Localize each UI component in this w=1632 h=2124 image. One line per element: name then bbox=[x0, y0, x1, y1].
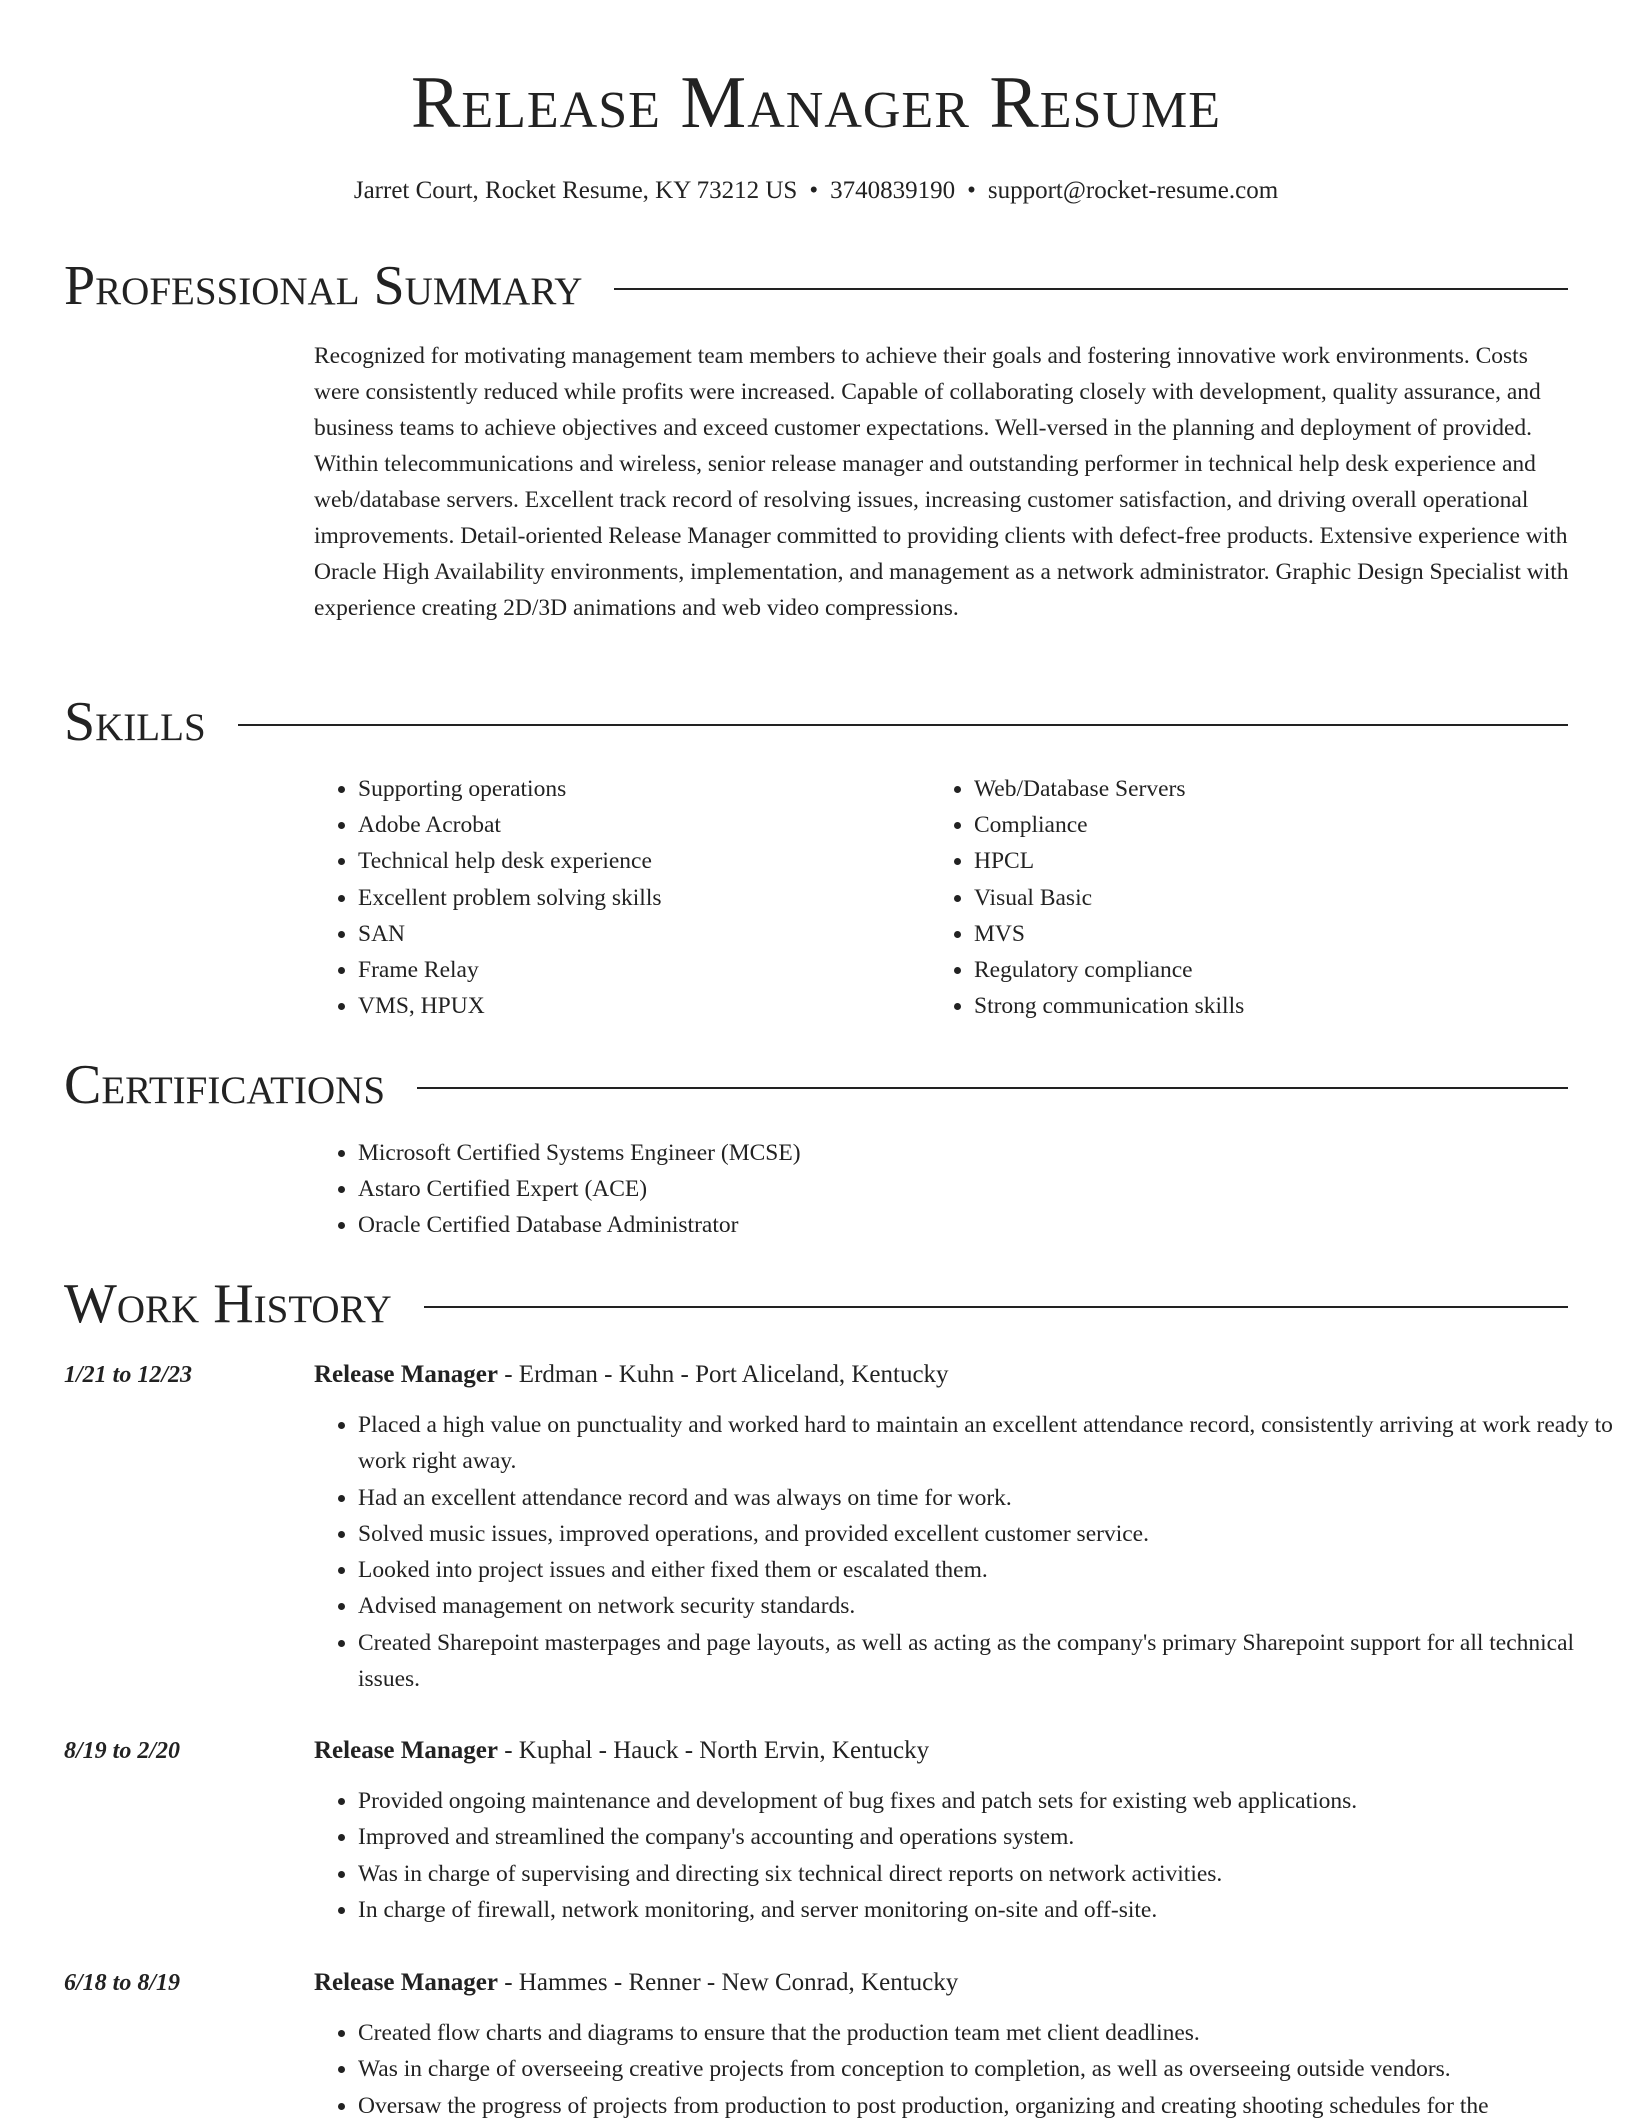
contact-separator: • bbox=[809, 177, 819, 204]
summary-heading: Professional Summary bbox=[64, 255, 583, 317]
skill-item: • MVS bbox=[974, 916, 1244, 952]
job-title: Release Manager bbox=[314, 1361, 498, 1388]
section-divider bbox=[614, 288, 1568, 290]
skill-item: • Strong communication skills bbox=[974, 988, 1244, 1024]
certifications-section-header bbox=[64, 1053, 1568, 1117]
job-bullet: • Solved music issues, improved operations, and provided excellent customer service. bbox=[358, 1516, 1614, 1552]
job-dates: 6/18 to 8/19 bbox=[64, 1970, 181, 1996]
skill-item: • VMS, HPUX bbox=[358, 988, 662, 1024]
skill-item: • Technical help desk experience bbox=[358, 843, 662, 879]
section-divider bbox=[238, 724, 1568, 726]
summary-text: Recognized for motivating management team members to achieve their goals and fostering innovative work environments. Costs were consistently reduced while profits were increased. Capable of collaborating closely with development, quality assurance, and business teams to achieve objectives and exceed customer expectations. Well-versed in the planning and deployment of provided. Within telecommunications and wireless, senior release manager and outstanding performer in technical help desk experience and web/database servers. Excellent track record of resolving issues, increasing customer satisfaction, and driving overall operational improvements. Detail-oriented Release Manager committed to providing clients with defect-free products. Extensive experience with Oracle High Availability environments, implementation, and management as a network administrator. Graphic Design Specialist with experience creating 2D/3D animations and web video compressions. bbox=[314, 343, 1569, 621]
job-title: Release Manager bbox=[314, 1969, 498, 1996]
skill-item: • Adobe Acrobat bbox=[358, 807, 662, 843]
contact-email: support@rocket-resume.com bbox=[987, 177, 1279, 204]
job-company: - Hammes - Renner - New Conrad, Kentucky bbox=[497, 1969, 959, 1996]
skills-column-left bbox=[314, 771, 662, 1024]
job-bullets bbox=[314, 2015, 1614, 2124]
job-dates: 1/21 to 12/23 bbox=[64, 1362, 193, 1388]
skills-heading: Skills bbox=[64, 691, 206, 753]
job-bullets bbox=[314, 1783, 1614, 1928]
job-header bbox=[314, 1733, 929, 1769]
skill-item: • Web/Database Servers bbox=[974, 771, 1244, 807]
certifications-heading: Certifications bbox=[64, 1054, 386, 1116]
skill-item: • Frame Relay bbox=[358, 952, 662, 988]
skill-item: • Regulatory compliance bbox=[974, 952, 1244, 988]
section-divider bbox=[424, 1306, 1568, 1308]
skill-item: • HPCL bbox=[974, 843, 1244, 879]
work-history-heading: Work History bbox=[64, 1273, 392, 1335]
job-company: - Erdman - Kuhn - Port Aliceland, Kentucky bbox=[497, 1361, 949, 1388]
skill-item: • Visual Basic bbox=[974, 880, 1244, 916]
job-header bbox=[314, 1965, 958, 2001]
job-bullet: • In charge of firewall, network monitoring, and server monitoring on-site and off-site. bbox=[358, 1892, 1614, 1928]
job-title: Release Manager bbox=[314, 1737, 498, 1764]
contact-line bbox=[0, 174, 1632, 208]
skill-item: • Excellent problem solving skills bbox=[358, 880, 662, 916]
job-bullet: • Looked into project issues and either fixed them or escalated them. bbox=[358, 1552, 1614, 1588]
certifications-list bbox=[314, 1135, 801, 1243]
job-bullet: • Was in charge of supervising and directing six technical direct reports on network activities. bbox=[358, 1856, 1614, 1892]
contact-separator: • bbox=[967, 177, 976, 204]
skills-section-header bbox=[64, 690, 1568, 754]
job-company: - Kuphal - Hauck - North Ervin, Kentucky bbox=[497, 1737, 930, 1764]
skill-item: • Supporting operations bbox=[358, 771, 662, 807]
contact-phone: 3740839190 bbox=[830, 177, 956, 204]
job-bullet: • Created flow charts and diagrams to ensure that the production team met client deadlines. bbox=[358, 2015, 1614, 2051]
job-bullet: • Improved and streamlined the company's accounting and operations system. bbox=[358, 1819, 1614, 1855]
certification-item: • Astaro Certified Expert (ACE) bbox=[358, 1171, 801, 1207]
certification-item: • Microsoft Certified Systems Engineer (MCSE) bbox=[358, 1135, 801, 1171]
certification-item: • Oracle Certified Database Administrator bbox=[358, 1207, 801, 1243]
job-bullets bbox=[314, 1407, 1614, 1697]
job-bullet: • Advised management on network security standards. bbox=[358, 1588, 1614, 1624]
skill-item: • Compliance bbox=[974, 807, 1244, 843]
job-header bbox=[314, 1357, 949, 1393]
job-bullet: • Had an excellent attendance record and was always on time for work. bbox=[358, 1480, 1614, 1516]
contact-address: Jarret Court, Rocket Resume, KY 73212 US bbox=[353, 177, 798, 204]
skills-column-right bbox=[930, 771, 1244, 1024]
job-dates: 8/19 to 2/20 bbox=[64, 1738, 181, 1764]
summary-section-header bbox=[64, 254, 1568, 318]
section-divider bbox=[417, 1087, 1568, 1089]
job-bullet: • Placed a high value on punctuality and worked hard to maintain an excellent attendance record, consistently arriving at work ready to work right away. bbox=[358, 1407, 1614, 1480]
job-bullet: • Oversaw the progress of projects from production to post production, organizing and creating shooting schedules for the bbox=[358, 2088, 1614, 2124]
resume-title: Release Manager Resume bbox=[411, 62, 1221, 144]
job-bullet: • Was in charge of overseeing creative projects from conception to completion, as well as overseeing outside vendors. bbox=[358, 2051, 1614, 2087]
skill-item: • SAN bbox=[358, 916, 662, 952]
job-bullet: • Created Sharepoint masterpages and page layouts, as well as acting as the company's primary Sharepoint support for all technical issues. bbox=[358, 1625, 1614, 1698]
work-history-section-header bbox=[64, 1272, 1568, 1336]
job-bullet: • Provided ongoing maintenance and development of bug fixes and patch sets for existing web applications. bbox=[358, 1783, 1614, 1819]
